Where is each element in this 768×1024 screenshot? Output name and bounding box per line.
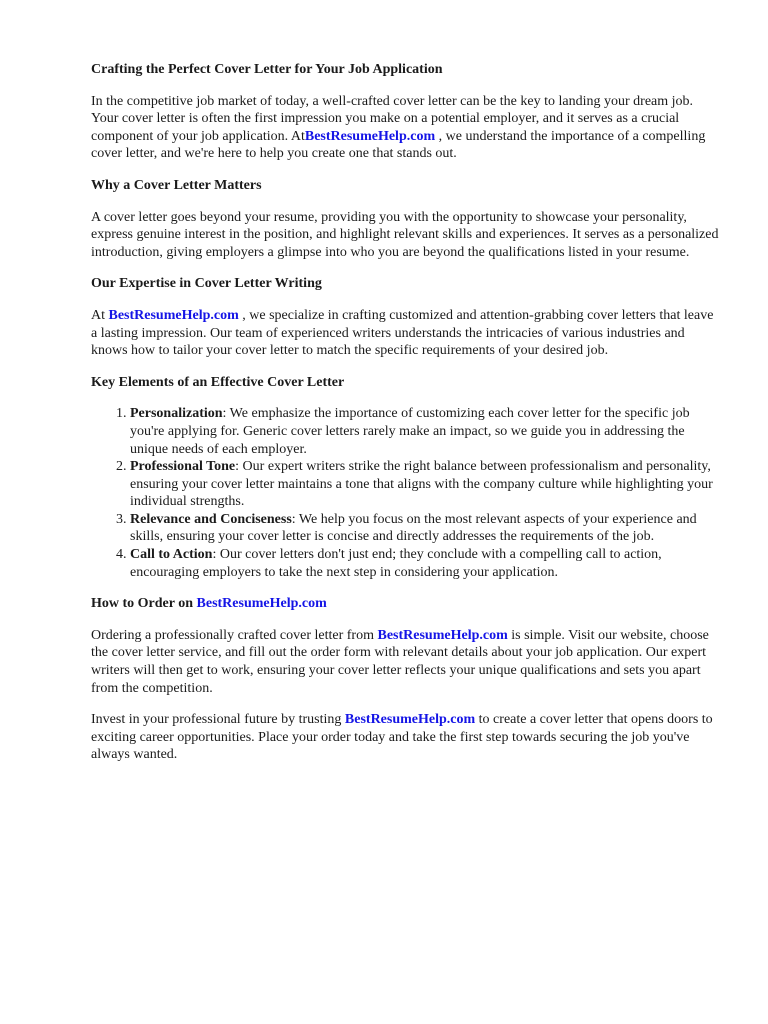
expertise-text-before: At (91, 307, 109, 323)
list-item-term: Personalization (130, 406, 223, 422)
list-item (130, 511, 723, 546)
document-title: Crafting the Perfect Cover Letter for Your Job Application (91, 62, 443, 77)
expertise-heading: Our Expertise in Cover Letter Writing (91, 276, 322, 292)
list-item-text: : Our expert writers strike the right balance between professionalism and personality, ensuring your cover letter maintains a tone that aligns with the company culture while highlighting your individual strengths. (130, 459, 713, 510)
site-link-intro[interactable]: BestResumeHelp.com (304, 128, 436, 144)
why-heading: Why a Cover Letter Matters (91, 177, 262, 193)
order-text-before: Ordering a professionally crafted cover letter from (91, 627, 378, 643)
document-page (91, 61, 723, 778)
list-item (130, 546, 723, 581)
list-item-term: Call to Action (130, 547, 213, 563)
list-item-term: Relevance and Conciseness (130, 511, 292, 527)
order-text-after: is simple. Visit our website, choose the cover letter service, and fill out the order form with relevant details about your job application. Our expert writers will then get to work, ensuring your cover letter reflects your unique qualifications and sets you apart from the competition. (91, 627, 709, 696)
site-link-order[interactable]: BestResumeHelp.com (377, 627, 508, 643)
elements-list (91, 405, 723, 581)
closing-text-before: Invest in your professional future by trusting (91, 712, 345, 728)
closing-text-after: to create a cover letter that opens doors to exciting career opportunities. Place your order today and take the first step towards securing the job you've always wanted. (91, 712, 713, 763)
list-item-text: : Our cover letters don't just end; they conclude with a compelling call to action, encouraging employers to take the next step in considering your application. (130, 547, 662, 580)
order-heading (91, 595, 723, 613)
order-paragraph (91, 627, 723, 697)
list-item (130, 458, 723, 511)
expertise-paragraph (91, 307, 723, 360)
site-link-order-heading[interactable]: BestResumeHelp.com (196, 596, 327, 612)
expertise-text-after: , we specialize in crafting customized and attention-grabbing cover letters that leave a lasting impression. Our team of experienced writers understands the intricacies of various industries and knows how to tailor your cover letter to match the specific requirements of your desired job. (91, 307, 714, 359)
list-item-text: : We help you focus on the most relevant aspects of your experience and skills, ensuring your cover letter is concise and directly addresses the requirements of the job. (130, 511, 697, 545)
elements-heading: Key Elements of an Effective Cover Letter (91, 374, 345, 390)
list-item-text: : We emphasize the importance of customizing each cover letter for the specific job you're applying for. Generic cover letters rarely make an impact, so we guide you in addressing the unique needs of each employer. (130, 406, 690, 457)
site-link-expertise[interactable]: BestResumeHelp.com (108, 307, 239, 323)
why-paragraph: A cover letter goes beyond your resume, providing you with the opportunity to showcase your personality, express genuine interest in the position, and highlight relevant skills and experiences. It serves as a personalized introduction, giving employers a glimpse into who you are beyond the qualifications listed in your resume. (91, 209, 719, 260)
closing-paragraph (91, 711, 723, 764)
intro-text-before: In the competitive job market of today, a well-crafted cover letter can be the key to landing your dream job. Your cover letter is often the first impression you make on a potential employer, and it serves as a crucial component of your job application. At (91, 93, 694, 144)
list-item (130, 405, 723, 458)
intro-text-after: , we understand the importance of a compelling cover letter, and we're here to help you create one that stands out. (91, 128, 706, 162)
site-link-closing[interactable]: BestResumeHelp.com (344, 712, 476, 728)
list-item-term: Professional Tone (130, 459, 236, 475)
order-heading-text: How to Order on (91, 596, 197, 612)
intro-paragraph (91, 93, 723, 163)
